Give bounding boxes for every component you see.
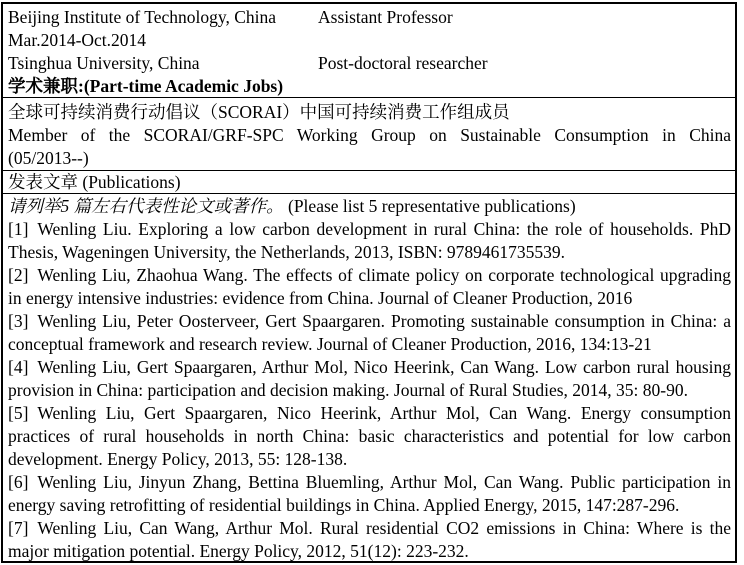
publications-section — [3, 194, 735, 563]
employment-line — [8, 52, 731, 75]
publication-number: [3] — [8, 311, 29, 331]
publication-item — [8, 471, 731, 517]
employment-dates: Mar.2014-Oct.2014 — [8, 30, 147, 50]
publication-text: Wenling Liu, Peter Oosterveer, Gert Spaargaren. Promoting sustainable consumption in China: a conceptual framework and research review. Journal of Cleaner Production, 2016, 134:13-21 — [8, 311, 731, 354]
scorai-membership-en: Member of the SCORAI/GRF-SPC Working Group on Sustainable Consumption in China — [8, 125, 731, 145]
employer-name: Beijing Institute of Technology, China — [8, 7, 277, 27]
employment-section — [3, 4, 735, 98]
publication-number: [4] — [8, 357, 29, 377]
scorai-membership-zh: 全球可持续消费行动倡议（SCORAI）中国可持续消费工作组成员 — [8, 102, 510, 122]
publication-number: [6] — [8, 472, 29, 492]
job-title: Post-doctoral researcher — [318, 53, 488, 73]
publication-number: [7] — [8, 518, 29, 538]
publication-text: Wenling Liu, Gert Spaargaren, Nico Heerink, Arthur Mol, Can Wang. Energy consumption practices of rural households in north China: basic characteristics and potential for low carbon development. Energy Policy, 2013, 55: 128-138. — [8, 403, 731, 469]
publication-text: Wenling Liu, Can Wang, Arthur Mol. Rural residential CO2 emissions in China: Where is the major mitigation potential. Energy Policy, 2012, 51(12): 223-232. — [8, 518, 731, 561]
publications-instruction-en: (Please list 5 representative publications) — [283, 196, 576, 216]
publications-instruction-zh: 请列举5 篇左右代表性论文或著作。 — [8, 196, 284, 216]
publication-item — [8, 218, 731, 264]
publication-number: [1] — [8, 219, 29, 239]
publication-number: [2] — [8, 265, 29, 285]
publication-text: Wenling Liu, Zhaohua Wang. The effects of climate policy on corporate technological upgrading in energy intensive industries: evidence from China. Journal of Cleaner Production, 2016 — [8, 265, 731, 308]
publication-text: Wenling Liu. Exploring a low carbon development in rural China: the role of households. PhD Thesis, Wageningen University, the Netherlands, 2013, ISBN: 9789461735539. — [8, 219, 731, 262]
cv-table — [1, 2, 737, 563]
publications-instruction — [8, 195, 731, 218]
publication-item — [8, 310, 731, 356]
publication-item — [8, 517, 731, 563]
membership-date: (05/2013--) — [8, 148, 89, 168]
publication-number: [5] — [8, 403, 29, 423]
publication-item — [8, 264, 731, 310]
employer-name: Tsinghua University, China — [8, 53, 200, 73]
publication-item — [8, 402, 731, 471]
job-title: Assistant Professor — [318, 7, 453, 27]
employment-line — [8, 6, 731, 29]
part-time-jobs-section — [3, 98, 735, 171]
publications-section-title: 发表文章 (Publications) — [8, 172, 181, 192]
part-time-jobs-header: 学术兼职:(Part-time Academic Jobs) — [8, 76, 284, 96]
publication-item — [8, 356, 731, 402]
publications-header-row — [3, 171, 735, 194]
publication-text: Wenling Liu, Jinyun Zhang, Bettina Bluemling, Arthur Mol, Can Wang. Public participation in energy saving retrofitting of residential buildings in China. Applied Energy, 2015, 147:287-296. — [8, 472, 731, 515]
publication-text: Wenling Liu, Gert Spaargaren, Arthur Mol, Nico Heerink, Can Wang. Low carbon rural housing provision in China: participation and decision making. Journal of Rural Studies, 2014, 35: 80-90. — [8, 357, 731, 400]
